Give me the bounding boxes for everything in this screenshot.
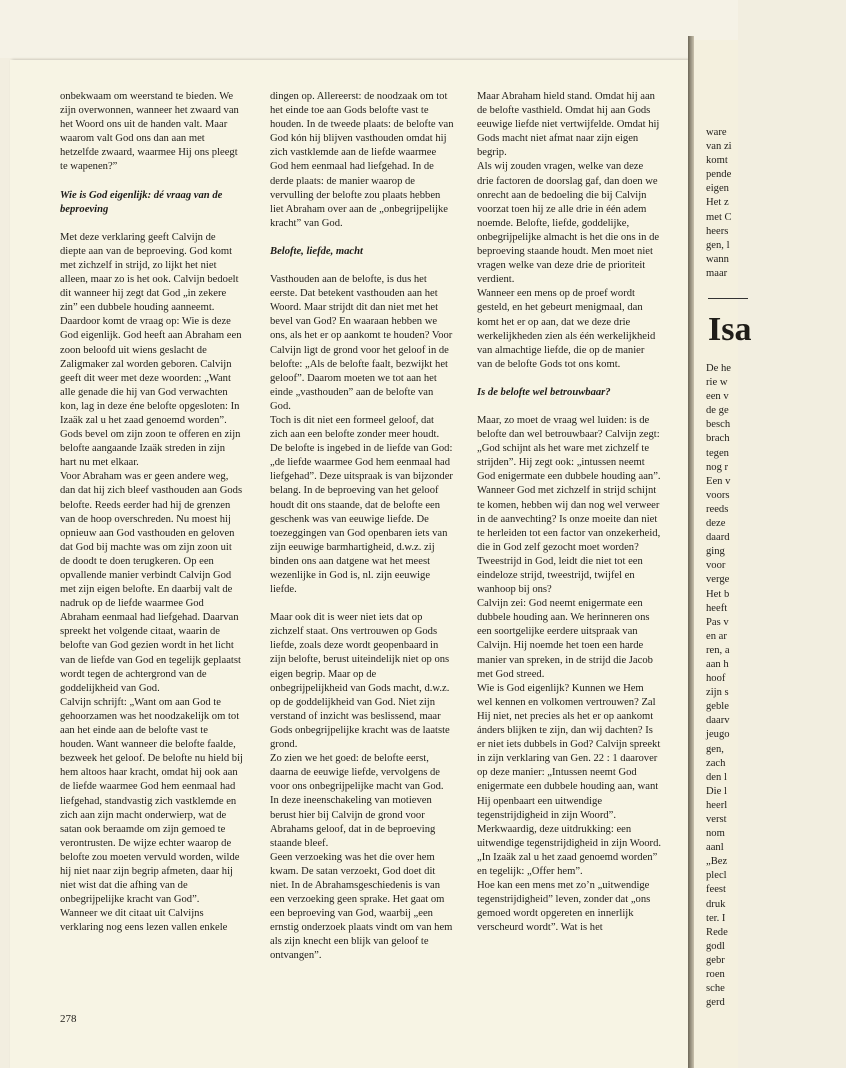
- facing-page-line: een v: [706, 391, 729, 403]
- facing-page-line: komt: [706, 155, 728, 167]
- paragraph: Maar Abraham hield stand. Omdat hij aan de belofte vasthield. Omdat hij aan Gods eeuwige liefde niet vertwijfelde. Omdat hij Gods macht niet afmat naar zijn eigen begrip.: [477, 91, 660, 159]
- facing-page-line: maar: [706, 267, 728, 279]
- text-column-2: [270, 90, 454, 964]
- facing-page-line: en ar: [706, 630, 727, 642]
- facing-page-line: daarv: [706, 715, 730, 727]
- facing-page: [694, 40, 752, 1068]
- facing-page-line: deze: [706, 518, 726, 530]
- facing-page-line: aan h: [706, 658, 729, 670]
- facing-page-line: ren, a: [706, 644, 730, 656]
- paragraph: Vasthouden aan de belofte, is dus het eerste. Dat betekent vasthouden aan het Woord. Maar strijdt dit dan niet met het bevel van God? En waaraan hebben we ons, als het er op aankomt te houden? Voor Calvijn ligt de grond voor het geloof in de belofte: „Als de belofte faalt, bezwijkt het geloof”. Daarom moeten we tot aan het einde „vasthouden” aan de belofte van God.: [270, 274, 453, 412]
- facing-page-line: wann: [706, 253, 729, 265]
- facing-page-line: heerl: [706, 799, 728, 811]
- paragraph: Geen verzoeking was het die over hem kwam. De satan verzoekt, God doet dit niet. In de Abrahamsgeschiedenis is van een verzoeking geen sprake. Het gaat om een beproeving van God, waarbij „een ernstig onderzoek plaats vindt om van hem als zijn knecht een blijk van geloof te ontvangen”.: [270, 851, 453, 962]
- facing-page-line: De he: [706, 363, 731, 374]
- facing-page-line: godl: [706, 940, 725, 952]
- facing-page-line: roen: [706, 969, 725, 981]
- facing-page-text-top: [706, 126, 846, 281]
- facing-page-line: ter. I: [706, 912, 726, 924]
- paragraph: onbekwaam om weerstand te bieden. We zijn overwonnen, wanneer het zwaard van het Woord ons uit de handen valt. Maar waarom valt God ons dan aan met hetzelfde zwaard, waarmee Hij ons pleegt te wapenen?”: [60, 91, 239, 173]
- paragraph: Wanneer we dit citaat uit Calvijns verklaring nog eens lezen vallen enkele: [60, 908, 228, 934]
- facing-page-line: „Bez: [706, 856, 728, 868]
- facing-page-line: voor: [706, 560, 726, 572]
- paragraph: Calvijn schrijft: „Want om aan God te gehoorzamen was het noodzakelijk om tot aan het einde aan de belofte vast te houden. Want wanneer die belofte faalde, bezweek het geloof. De belofte nu hield bij hem altoos haar kracht, omdat hij ook aan de liefde waarmee God hem eenmaal had liefgehad, standvastig zich vastklemde en zich aan zijn macht onderwierp, wat de satan ook beraamde om zijn gemoed te verontrusten. De wijze echter waarop de belofte zou moeten vervuld worden, wilde hij niet naar zijn begrip afmeten, daar hij niet wist dat die afhing van de onbegrijpelijke kracht van God”.: [60, 696, 243, 906]
- section-heading: Belofte, liefde, macht: [270, 245, 363, 257]
- facing-page-line: gen,: [706, 743, 724, 755]
- page-number: 278: [60, 1013, 77, 1025]
- facing-page-line: gerd: [706, 997, 725, 1009]
- paragraph: Toch is dit niet een formeel geloof, dat zich aan een belofte zonder meer houdt. De belofte is ingebed in de liefde van God: „de liefde waarmee God hem eenmaal had liefgehad”. Deze uitspraak is van bijzonder belang. In de beproeving van het geloof houdt dit ons staande, dat de belofte een geschenk was van eeuwige liefde. De toezeggingen van God openbaren iets van zijn eeuwige barmhartigheid, d.w.z. zij binden ons aan datgene wat het meest wezenlijke in God is, nl. zijn eeuwige liefde.: [270, 414, 453, 596]
- text-column-1: [60, 90, 244, 935]
- facing-page-line: rie w: [706, 377, 728, 389]
- facing-page-text-bottom: [706, 362, 846, 1010]
- facing-page-line: eigen: [706, 183, 729, 195]
- facing-page-line: ware: [706, 127, 727, 138]
- facing-page-line: Het z: [706, 197, 729, 209]
- section-heading: Wie is God eigenlijk: dé vraag van de beproeving: [60, 189, 223, 215]
- paragraph: dingen op. Allereerst: de noodzaak om tot het einde toe aan Gods belofte vast te houden. In de tweede plaats: de belofte van God kón hij blijven vasthouden omdat hij zich vastklemde aan de liefde waarmee God hem eenmaal had liefgehad. In de derde plaats: de manier waarop de vervulling der belofte zou plaats hebben liet Abraham over aan de „onbegrijpelijke kracht” van God.: [270, 91, 454, 229]
- paragraph: Voor Abraham was er geen andere weg, dan dat hij zich bleef vasthouden aan Gods belofte. Reeds eerder had hij de grenzen van de hoop overschreden. Nu moest hij opnieuw aan God vasthouden en geloven dat God bij machte was om zijn zoon uit de doodt te doen terugkeren. Op een opvallende manier verbindt Calvijn God met zijn eigen belofte. En daarbij valt de nadruk op de liefde waarmee God Abraham eenmaal had liefgehad. Daarvan spreekt het volgende citaat, waarin de belofte van God gezien wordt in het licht van de liefde van God en tegelijk geplaatst wordt tegen de achtergrond van de goddelijkheid van God.: [60, 471, 243, 694]
- facing-page-line: zach: [706, 757, 726, 769]
- facing-page-line: Het b: [706, 588, 730, 600]
- section-heading: Is de belofte wel betrouwbaar?: [477, 386, 611, 398]
- facing-page-line: brach: [706, 433, 730, 445]
- facing-page-line: plecl: [706, 870, 727, 882]
- facing-page-line: jeugo: [706, 729, 730, 741]
- facing-page-line: druk: [706, 898, 726, 910]
- facing-page-heading: Isa: [708, 311, 752, 348]
- paragraph: Hoe kan een mens met zo’n „uitwendige tegenstrijdigheid” leven, zonder dat „ons gemoed wordt opgereten en innerlijk verscheurd wordt”. Wat is het: [477, 880, 651, 934]
- text-column-3: [477, 90, 661, 935]
- scan-background: [0, 0, 738, 58]
- facing-page-line: besch: [706, 419, 731, 431]
- facing-page-line: reeds: [706, 503, 729, 515]
- facing-page-line: geble: [706, 701, 729, 713]
- facing-page-line: heers: [706, 225, 729, 237]
- paragraph: Met deze verklaring geeft Calvijn de diepte aan van de beproeving. God komt met zichzelf in strijd, zo lijkt het niet alleen, maar zo is het ook. Calvijn bedoelt dit wanneer hij zegt dat God „in zekere zin” een dubbele houding aanneemt. Daardoor komt de vraag op: Wie is deze God eigenlijk. God heeft aan Abraham een zoon beloofd uit wiens geslacht de Zaligmaker zal worden geboren. Calvijn geeft dit weer met deze woorden: „Want alle genade die hij van God verwachten kon, lag in deze éne belofte opgesloten: In Izaäk zal u het zaad genoemd worden”. Gods bevel om zijn zoon te offeren en zijn belofte aangaande Izaäk streden in zijn hart nu met elkaar.: [60, 231, 242, 469]
- facing-page-line: gen, l: [706, 239, 730, 251]
- paragraph: Als wij zouden vragen, welke van deze drie factoren de doorslag gaf, dan doen we onrecht aan de bedoeling die bij Calvijn voorzat toen hij ze alle drie in één adem noemde. Belofte, liefde, goddelijke, onbegrijpelijke almacht is het die ons in de beproeving staande houdt. Men moet niet vragen welke van deze drie de prioriteit verdient.: [477, 161, 660, 286]
- facing-page-rule: [708, 298, 748, 299]
- facing-page-line: verge: [706, 574, 730, 586]
- facing-page-line: Rede: [706, 926, 728, 938]
- facing-page-line: heeft: [706, 602, 728, 614]
- facing-page-line: nom: [706, 828, 725, 840]
- facing-page-line: feest: [706, 884, 726, 896]
- facing-page-line: verst: [706, 814, 727, 825]
- facing-page-line: pende: [706, 169, 732, 181]
- facing-page-line: sche: [706, 983, 725, 995]
- paragraph: Maar ook dit is weer niet iets dat op zichzelf staat. Ons vertrouwen op Gods liefde, zoals deze wordt geopenbaard in zijn belofte, berust uiteindelijk niet op ons eigen begrip. Maar op de onbegrijpelijkheid van Gods macht, d.w.z. op de goddelijkheid van God. Niet zijn verstand of inzicht was beslissend, maar Gods onbegrijpelijke kracht was de laatste grond.: [270, 612, 450, 751]
- facing-page-line: gebr: [706, 954, 725, 966]
- facing-page-line: zijn s: [706, 687, 729, 699]
- facing-page-line: daard: [706, 532, 730, 544]
- facing-page-line: nog r: [706, 461, 729, 473]
- facing-page-line: voors: [706, 489, 730, 501]
- paragraph: Wanneer een mens op de proef wordt gesteld, en het gebeurt menigmaal, dan komt het er op aan, dat we deze drie werkelijkheden zien als één werkelijkheid van almachtige liefde, die op de manier van de belofte Gods tot ons komt.: [477, 288, 656, 370]
- facing-page-line: tegen: [706, 447, 729, 459]
- facing-page-line: ging: [706, 546, 725, 558]
- facing-page-line: aanl: [706, 842, 724, 854]
- facing-page-line: den l: [706, 771, 727, 783]
- paragraph: Zo zien we het goed: de belofte eerst, daarna de eeuwige liefde, vervolgens de voor ons onbegrijpelijke macht van God. In deze ineenschakeling van motieven berust hier bij Calvijn de grond voor Abrahams geloof, dat in de beproeving staande bleef.: [270, 753, 444, 849]
- facing-page-line: de ge: [706, 405, 729, 417]
- facing-page-line: van zi: [706, 141, 732, 153]
- facing-page-line: met C: [706, 211, 732, 223]
- facing-page-line: Pas v: [706, 616, 729, 628]
- paragraph: Calvijn zei: God neemt enigermate een dubbele houding aan. We herinneren ons een soortgelijke eerdere uitspraak van Calvijn. Hij noemde het toen een harde manier van spreken, in de strijd die Jacob met God streed.: [477, 598, 653, 680]
- facing-page-line: Die l: [706, 785, 727, 797]
- paragraph: Maar, zo moet de vraag wel luiden: is de belofte dan wel betrouwbaar? Calvijn zegt: „God schijnt als het ware met zichzelf te strijden”. Hij zegt ook: „intussen neemt God enigermate een dubbele houding aan”. Wanneer God met zichzelf in strijd schijnt te komen, hebben wij dan nog wel verweer in de aanvechting? Is onze moeite dan niet te herleiden tot een factor van onzekerheid, die in God zelf gezocht moet worden? Tweestrijd in God, leidt die niet tot een eindeloze strijd, tweestrijd, twijfel en wanhoop bij ons?: [477, 414, 661, 596]
- paragraph: Wie is God eigenlijk? Kunnen we Hem wel kennen en volkomen vertrouwen? Zal Hij niet, net precies als het er op aankomt ánders blijken te zijn, dan wij dachten? Is er niet iets dubbels in God? Calvijn spreekt in zijn verklaring van Gen. 22 : 1 daarover op deze manier: „Intussen neemt God enigermate een dubbele houding aan, want Hij openbaart een uitwendige tegenstrijdigheid in zijn Woord”. Merkwaardig, deze uitdrukking: een uitwendige tegenstrijdigheid in zijn Woord. „In Izaäk zal u het zaad genoemd worden” en tegelijk: „Offer hem”.: [477, 682, 662, 877]
- facing-page-line: hoof: [706, 673, 726, 685]
- facing-page-line: Een v: [706, 475, 731, 487]
